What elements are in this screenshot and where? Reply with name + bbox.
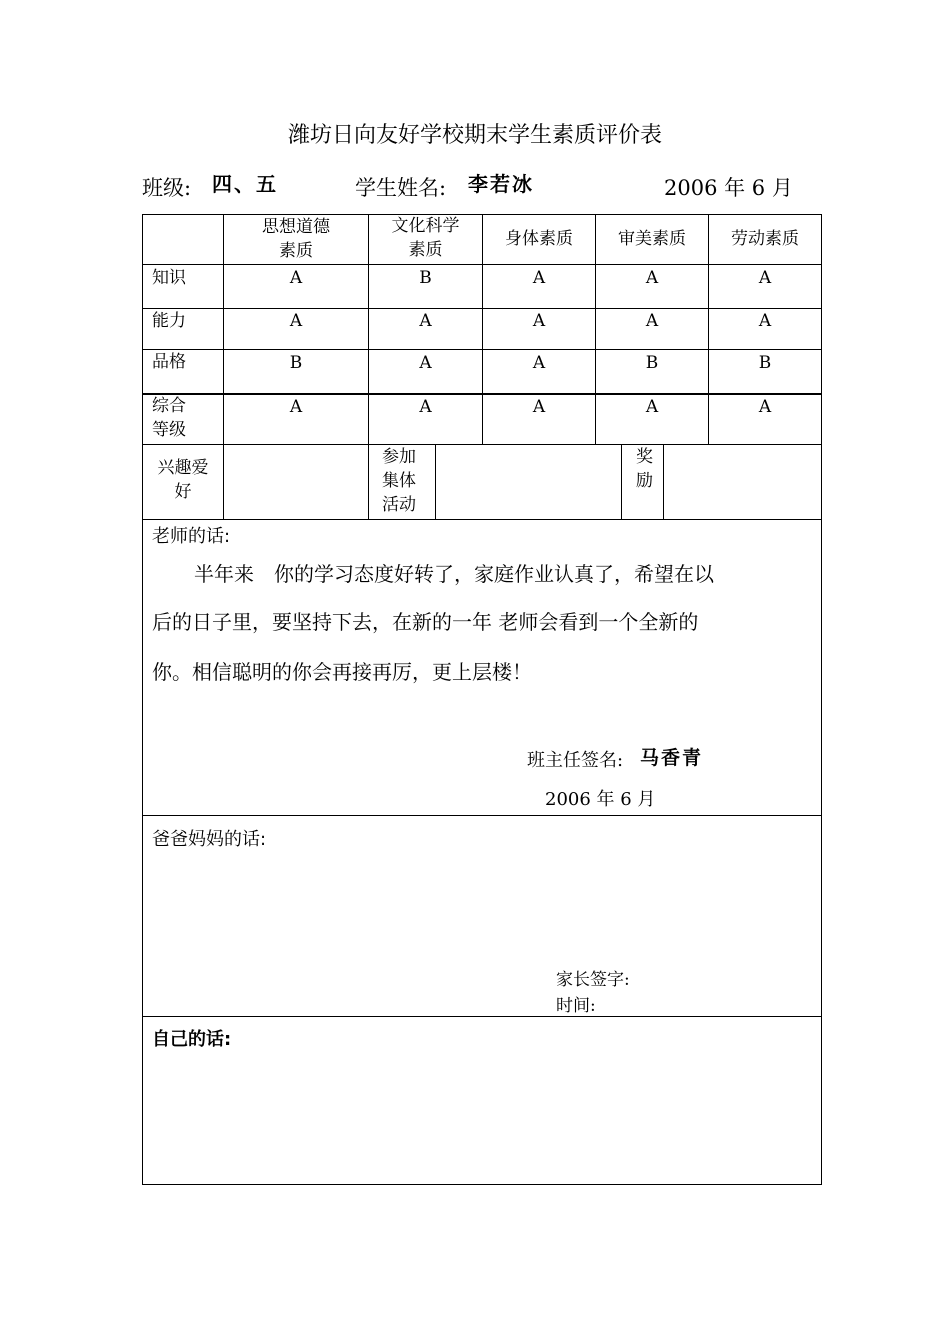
self-comment-heading: 自己的话: (152, 1029, 232, 1050)
parent-signature-time-label: 时间: (556, 996, 596, 1016)
column-header-aesthetic: 审美素质 (618, 229, 686, 249)
grade-cell: A (645, 268, 659, 288)
row-line (142, 1016, 822, 1017)
parent-signature-label: 家长签字: (556, 970, 630, 990)
grade-cell: A (532, 268, 546, 288)
grade-cell: B (419, 268, 432, 288)
column-header-moral: 思想道德 素质 (262, 217, 330, 261)
teacher-comment-line: 半年来 你的学习态度好转了，家庭作业认真了，希望在以 (194, 562, 714, 586)
border-left (142, 214, 143, 1185)
row-label-knowledge: 知识 (152, 268, 186, 288)
grade-cell: B (645, 353, 659, 373)
header-date: 2006 年 6 月 (664, 176, 793, 200)
grade-cell: A (758, 268, 772, 288)
row-line (142, 815, 822, 816)
teacher-signature-name: 马香青 (640, 747, 704, 769)
grade-cell: A (419, 353, 432, 373)
grade-cell: A (645, 311, 659, 331)
grade-cell: A (532, 311, 546, 331)
row-label-ability: 能力 (152, 311, 186, 331)
class-label: 班级: (142, 176, 192, 200)
row-label-character: 品格 (152, 352, 186, 372)
row-line (142, 519, 822, 520)
evaluation-form (142, 214, 822, 1185)
parents-comment-heading: 爸爸妈妈的话: (152, 829, 267, 850)
column-header-labor: 劳动素质 (731, 229, 799, 249)
column-header-physical: 身体素质 (505, 229, 573, 249)
award-label: 奖 励 (636, 447, 653, 491)
grade-cell: A (419, 397, 432, 417)
grade-cell: B (758, 353, 772, 373)
grade-cell: A (758, 311, 772, 331)
teacher-comment-line: 你。相信聪明的你会再接再厉，更上层楼！ (152, 660, 532, 684)
grade-cell: A (645, 397, 659, 417)
column-header-culture: 文化科学 素质 (391, 216, 460, 260)
grade-cell: A (419, 311, 432, 331)
student-name-label: 学生姓名: (355, 176, 447, 200)
border-right (821, 214, 822, 1185)
teacher-signature-label: 班主任签名: (527, 750, 624, 771)
teacher-comment-date: 2006 年 6 月 (545, 789, 656, 810)
grade-cell: A (289, 397, 303, 417)
column-line (435, 444, 436, 520)
grade-cell: B (289, 353, 303, 373)
grade-cell: A (289, 311, 303, 331)
teacher-comment-heading: 老师的话: (152, 526, 231, 547)
hobby-label: 兴趣爱 好 (157, 458, 209, 502)
row-label-overall: 综合 等级 (152, 396, 186, 440)
grade-cell: A (532, 397, 546, 417)
class-value: 四、五 (212, 172, 278, 196)
column-line (663, 444, 664, 520)
grade-cell: A (289, 268, 303, 288)
group-activity-label: 参加 集体 活动 (382, 447, 416, 515)
grade-cell: A (758, 397, 772, 417)
document-title: 潍坊日向友好学校期末学生素质评价表 (287, 123, 662, 148)
border-bottom (142, 1184, 822, 1185)
student-name-value: 李若冰 (468, 172, 534, 196)
grade-cell: A (532, 353, 546, 373)
teacher-comment-line: 后的日子里，要坚持下去，在新的一年 老师会看到一个全新的 (152, 610, 699, 634)
column-line (621, 444, 622, 520)
